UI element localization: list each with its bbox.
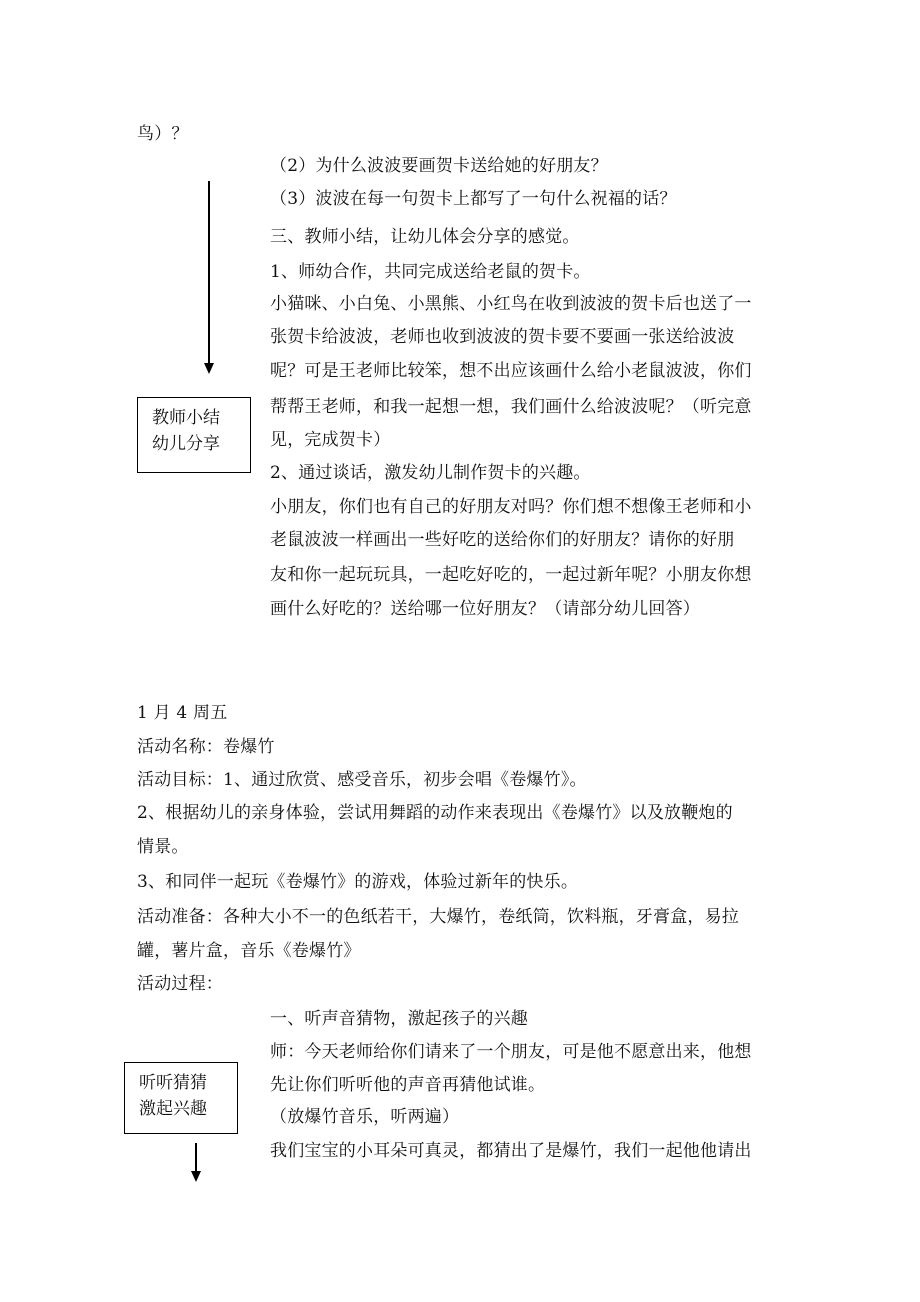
text-line: 我们宝宝的小耳朵可真灵，都猜出了是爆竹，我们一起他他请出 bbox=[270, 1141, 752, 1161]
text-line: 三、教师小结，让幼儿体会分享的感觉。 bbox=[270, 227, 580, 247]
text-line: 老鼠波波一样画出一些好吃的送给你们的好朋友？请你的好朋 bbox=[270, 530, 735, 550]
flow-box-line: 激起兴趣 bbox=[139, 1099, 207, 1119]
text-line: 帮帮王老师，和我一起想一想，我们画什么给波波呢？（听完意 bbox=[270, 397, 752, 417]
text-line: 活动目标：1、通过欣赏、感受音乐，初步会唱《卷爆竹》。 bbox=[137, 770, 587, 790]
text-line: 师：今天老师给你们请来了一个朋友，可是他不愿意出来，他想 bbox=[270, 1042, 752, 1062]
text-line: 1、师幼合作，共同完成送给老鼠的贺卡。 bbox=[270, 262, 591, 282]
text-line: 一、听声音猜物，激起孩子的兴趣 bbox=[270, 1009, 528, 1029]
date-line: 1 月 4 周五 bbox=[137, 703, 228, 723]
activity-name: 活动名称：卷爆竹 bbox=[137, 737, 275, 757]
text-line: （3）波波在每一句贺卡上都写了一句什么祝福的话？ bbox=[270, 189, 677, 209]
text-line: 2、根据幼儿的亲身体验，尝试用舞蹈的动作来表现出《卷爆竹》以及放鞭炮的 bbox=[137, 803, 733, 823]
text-line: 罐，薯片盒，音乐《卷爆竹》 bbox=[137, 941, 361, 961]
flow-arrow-shaft bbox=[208, 181, 210, 365]
text-line: 见，完成贺卡） bbox=[270, 430, 391, 450]
flow-box-summary bbox=[137, 397, 251, 473]
arrow-down-icon bbox=[204, 363, 214, 374]
text-line: 友和你一起玩玩具，一起吃好吃的，一起过新年呢？小朋友你想 bbox=[270, 565, 752, 585]
text-line: 情景。 bbox=[137, 837, 189, 857]
flow-box-line: 听听猜猜 bbox=[139, 1073, 207, 1093]
text-line: 画什么好吃的？送给哪一位好朋友？（请部分幼儿回答） bbox=[270, 599, 700, 619]
arrow-down-icon bbox=[191, 1171, 201, 1182]
text-line: 活动过程： bbox=[137, 974, 223, 994]
text-line: （2）为什么波波要画贺卡送给她的好朋友？ bbox=[270, 156, 608, 176]
flow-box-line: 幼儿分享 bbox=[152, 434, 220, 454]
text-line: 活动准备：各种大小不一的色纸若干，大爆竹，卷纸筒，饮料瓶，牙膏盒，易拉 bbox=[137, 907, 739, 927]
text-line: 2、通过谈话，激发幼儿制作贺卡的兴趣。 bbox=[270, 463, 591, 483]
text-line: 呢？可是王老师比较笨，想不出应该画什么给小老鼠波波，你们 bbox=[270, 361, 752, 381]
text-line: 先让你们听听他的声音再猜他试谁。 bbox=[270, 1075, 546, 1095]
text-line: 3、和同伴一起玩《卷爆竹》的游戏，体验过新年的快乐。 bbox=[137, 872, 579, 892]
flow-box-guess bbox=[124, 1062, 238, 1134]
text-line: 小朋友，你们也有自己的好朋友对吗？你们想不想像王老师和小 bbox=[270, 497, 752, 517]
flow-arrow-shaft bbox=[195, 1143, 197, 1173]
text-line: 张贺卡给波波，老师也收到波波的贺卡要不要画一张送给波波 bbox=[270, 327, 735, 347]
text-line: （放爆竹音乐，听两遍） bbox=[270, 1107, 460, 1127]
flow-box-line: 教师小结 bbox=[152, 408, 220, 428]
text-line: 鸟）？ bbox=[137, 124, 189, 144]
text-line: 小猫咪、小白兔、小黑熊、小红鸟在收到波波的贺卡后也送了一 bbox=[270, 294, 752, 314]
